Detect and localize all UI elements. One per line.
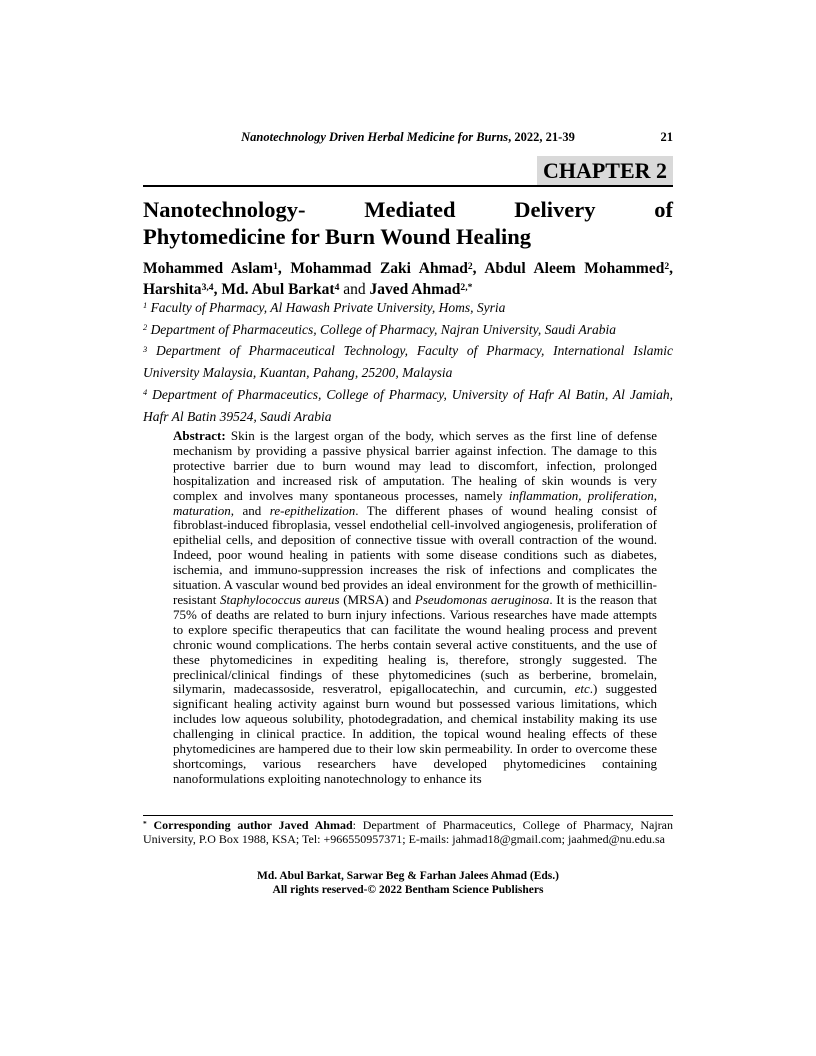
authors-line-2: Harshita$^{3,4}$, Md. Abul Barkat$^4$ and Javed Ahmad$^{2,*}$ xyxy=(143,281,473,298)
footnote-rule xyxy=(143,815,673,816)
chapter-title-line-2: Phytomedicine for Burn Wound Healing xyxy=(143,224,531,249)
running-title-citation: , 2022, 21-39 xyxy=(508,130,575,144)
copyright-footer xyxy=(143,869,673,897)
affiliation-line: $^1$ Faculty of Pharmacy, Al Hawash Private University, Homs, Syria xyxy=(143,300,506,315)
rights-line: All rights reserved-© 2022 Bentham Science Publishers xyxy=(272,884,544,896)
affiliation-line: $^4$ Department of Pharmaceutics, College of Pharmacy, University of Hafr Al Batin, Al Jamiah, Hafr Al Batin 39524, Saudi Arabia xyxy=(143,386,673,424)
chapter-title xyxy=(143,196,673,250)
authors-line-1: Mohammed Aslam$^1$, Mohammad Zaki Ahmad$^2$, Abdul Aleem Mohammed$^2$, xyxy=(143,260,674,277)
header-rule xyxy=(143,185,673,187)
corresponding-author-footnote: * Corresponding author Javed Ahmad: Department of Pharmaceutics, College of Pharmacy, Najran University, P.O Box 1988, KSA; Tel: +966550957371; E-mails: jahmad18@gmail.com; jaahmed@nu.edu.sa xyxy=(143,818,673,847)
editors-line: Md. Abul Barkat, Sarwar Beg & Farhan Jalees Ahmad (Eds.) xyxy=(256,870,559,882)
chapter-title-line-1: Nanotechnology- Mediated Delivery of xyxy=(143,197,673,222)
page-number: 21 xyxy=(660,130,673,144)
running-title-book: Nanotechnology Driven Herbal Medicine for Burns xyxy=(241,130,509,144)
abstract-paragraph: Abstract: Skin is the largest organ of the body, which serves as the first line of defense mechanism by providing a passive physical barrier against infection. The damage to this protective barrier due to burn wound may lead to discomfort, infection, prolonged hospitalization and increased risk of amputation. The healing of skin wounds is very complex and involves many spontaneous processes, namely inflammation, proliferation, maturation, and re-epithelization. The different phases of wound healing consist of fibroblast-induced fibroplasia, vessel endothelial cell-involved angiogenesis, proliferation of epithelial cells, and deposition of connective tissue with overall contraction of the wound. Indeed, poor wound healing in patients with some disease conditions such as diabetes, ischemia, and immuno-suppression increases the risk of infections and complicates the situation. A vascular wound bed provides an ideal environment for the growth of methicillin-resistant Staphylococcus aureus (MRSA) and Pseudomonas aeruginosa. It is the reason that 75% of deaths are related to burn injury infections. Various researches have made attempts to explore specific therapeutics that can facilitate the wound healing process and prevent chronic wound complications. The herbs contain several active constituents, and the use of these phytomedicines in expediting healing is, therefore, strongly suggested. The preclinical/clinical findings of these phytomedicines (such as berberine, bromelain, silymarin, madecassoside, resveratrol, epigallocatechin, and curcumin, etc.) suggested significant healing activity against burn wound but possessed various limitations, which includes low aqueous solubility, photodegradation, and chemical instability making its use challenging in clinical practice. In addition, the topical wound healing effects of these phytomedicines are hampered due to their low skin permeability. In order to overcome these shortcomings, various researchers have developed phytomedicines containing nanoformulations exploiting nanotechnology to enhance its xyxy=(173,428,658,786)
affiliation-line: $^3$ Department of Pharmaceutical Technology, Faculty of Pharmacy, International Islamic University Malaysia, Kuantan, Pahang, 25200, Malaysia xyxy=(143,343,673,381)
affiliations xyxy=(143,297,673,427)
running-header xyxy=(143,130,673,145)
chapter-badge: CHAPTER 2 xyxy=(537,156,673,185)
authors xyxy=(143,258,673,300)
chapter-row xyxy=(143,156,673,185)
affiliation-line: $^2$ Department of Pharmaceutics, College of Pharmacy, Najran University, Saudi Arabia xyxy=(143,321,617,337)
running-title xyxy=(143,130,673,145)
